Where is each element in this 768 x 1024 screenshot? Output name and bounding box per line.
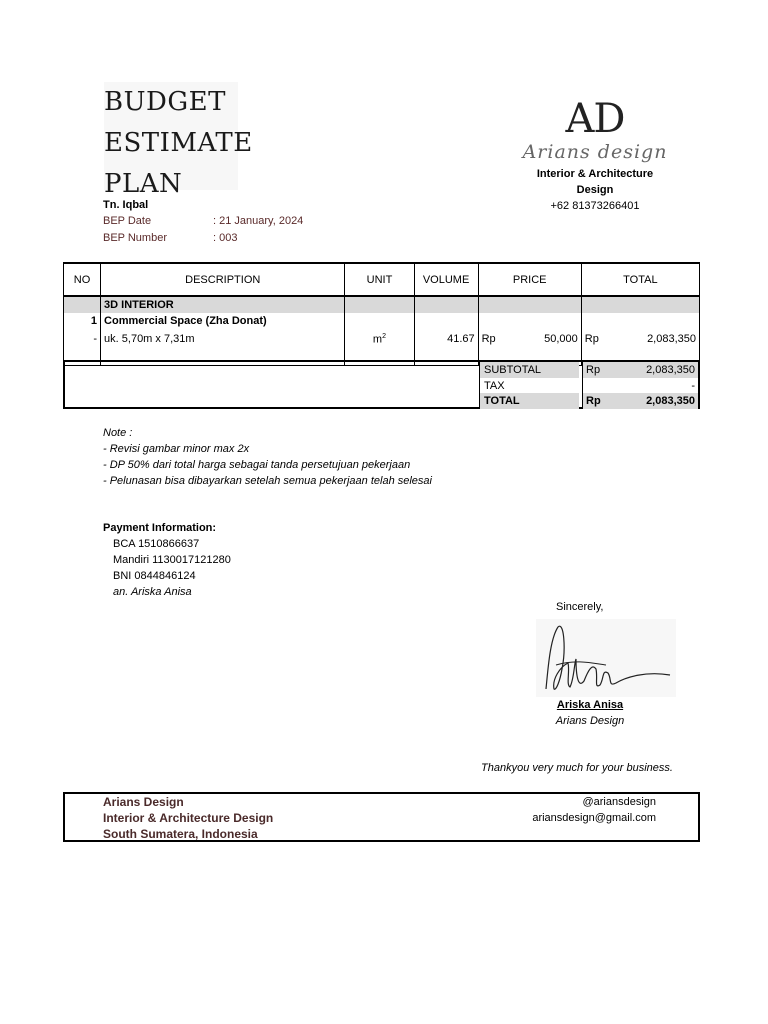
tagline-line-2: Design — [576, 184, 614, 196]
bank-account: BCA 1510866637 — [113, 538, 200, 550]
footer-contact — [532, 794, 656, 826]
title-line-3: PLAN — [104, 169, 183, 199]
signature-scribble — [536, 619, 676, 697]
total-value: Rp 2,083,350 — [582, 393, 698, 409]
summary-box — [63, 360, 700, 409]
sub-item-description: uk. 5,70m x 7,31m — [101, 329, 345, 349]
item-volume: 41.67 — [414, 329, 478, 349]
col-no: NO — [64, 263, 101, 296]
item-name: Commercial Space (Zha Donat) — [101, 313, 345, 329]
section-row — [64, 296, 700, 313]
footer-company-name: Arians Design — [103, 795, 184, 809]
company-info — [520, 166, 670, 214]
subtotal-row — [479, 362, 698, 378]
col-total: TOTAL — [581, 263, 699, 296]
title-line-1: BUDGET — [104, 87, 226, 117]
footer-company — [103, 794, 273, 842]
signer-name: Ariska Anisa — [556, 699, 624, 711]
subtotal-value: Rp 2,083,350 — [582, 362, 698, 378]
document-title — [104, 82, 253, 199]
footer-email: ariansdesign@gmail.com — [532, 812, 656, 824]
notes-title: Note : — [103, 427, 133, 439]
item-price: Rp 50,000 — [478, 329, 581, 349]
bep-number-label: BEP Number — [103, 232, 167, 244]
payment-title: Payment Information: — [103, 522, 217, 534]
account-holder: an. Ariska Anisa — [113, 586, 192, 598]
col-volume: VOLUME — [414, 263, 478, 296]
tax-label: TAX — [479, 378, 579, 394]
closing: Sincerely, — [556, 601, 604, 613]
footer-company-location: South Sumatera, Indonesia — [103, 827, 258, 841]
col-description: DESCRIPTION — [101, 263, 345, 296]
signature-image — [536, 619, 676, 697]
table-header-row — [64, 263, 700, 296]
item-total: Rp 2,083,350 — [581, 329, 699, 349]
signer-company: Arians Design — [555, 715, 625, 727]
payment-info — [103, 520, 231, 600]
logo-monogram: AD — [565, 96, 625, 142]
total-row — [479, 393, 698, 409]
bep-number-value: : 003 — [213, 232, 238, 244]
notes — [103, 425, 432, 489]
footer — [63, 792, 700, 842]
section-title: 3D INTERIOR — [101, 296, 345, 313]
note-item: - Revisi gambar minor max 2x — [103, 443, 250, 455]
tax-row — [479, 378, 698, 394]
footer-company-type: Interior & Architecture Design — [103, 811, 274, 825]
subtotal-label: SUBTOTAL — [479, 362, 579, 378]
sub-item-number: - — [64, 329, 101, 349]
client-name: Tn. Iqbal — [103, 199, 149, 211]
total-label: TOTAL — [479, 393, 579, 409]
tagline-line-1: Interior & Architecture — [536, 168, 654, 180]
table-row — [64, 329, 700, 349]
items-table — [63, 262, 700, 366]
note-item: - Pelunasan bisa dibayarkan setelah semua pekerjaan telah selesai — [103, 475, 432, 487]
col-price: PRICE — [478, 263, 581, 296]
logo-script-name: Arians design — [522, 141, 668, 163]
title-line-2: ESTIMATE — [104, 128, 253, 158]
note-item: - DP 50% dari total harga sebagai tanda persetujuan pekerjaan — [103, 459, 411, 471]
signer — [520, 697, 660, 729]
table-row — [64, 313, 700, 329]
bank-account: Mandiri 1130017121280 — [113, 554, 231, 566]
col-unit: UNIT — [345, 263, 414, 296]
company-phone: +62 81373266401 — [550, 200, 640, 212]
item-number: 1 — [64, 313, 101, 329]
thank-you-note: Thankyou very much for your business. — [481, 762, 673, 774]
item-unit: $m^2$ — [345, 329, 414, 349]
footer-instagram: @ariansdesign — [582, 796, 656, 808]
bep-date-value: : 21 January, 2024 — [213, 215, 304, 227]
bep-date-label: BEP Date — [103, 215, 152, 227]
bank-account: BNI 0844846124 — [113, 570, 196, 582]
tax-value: - — [582, 378, 698, 394]
